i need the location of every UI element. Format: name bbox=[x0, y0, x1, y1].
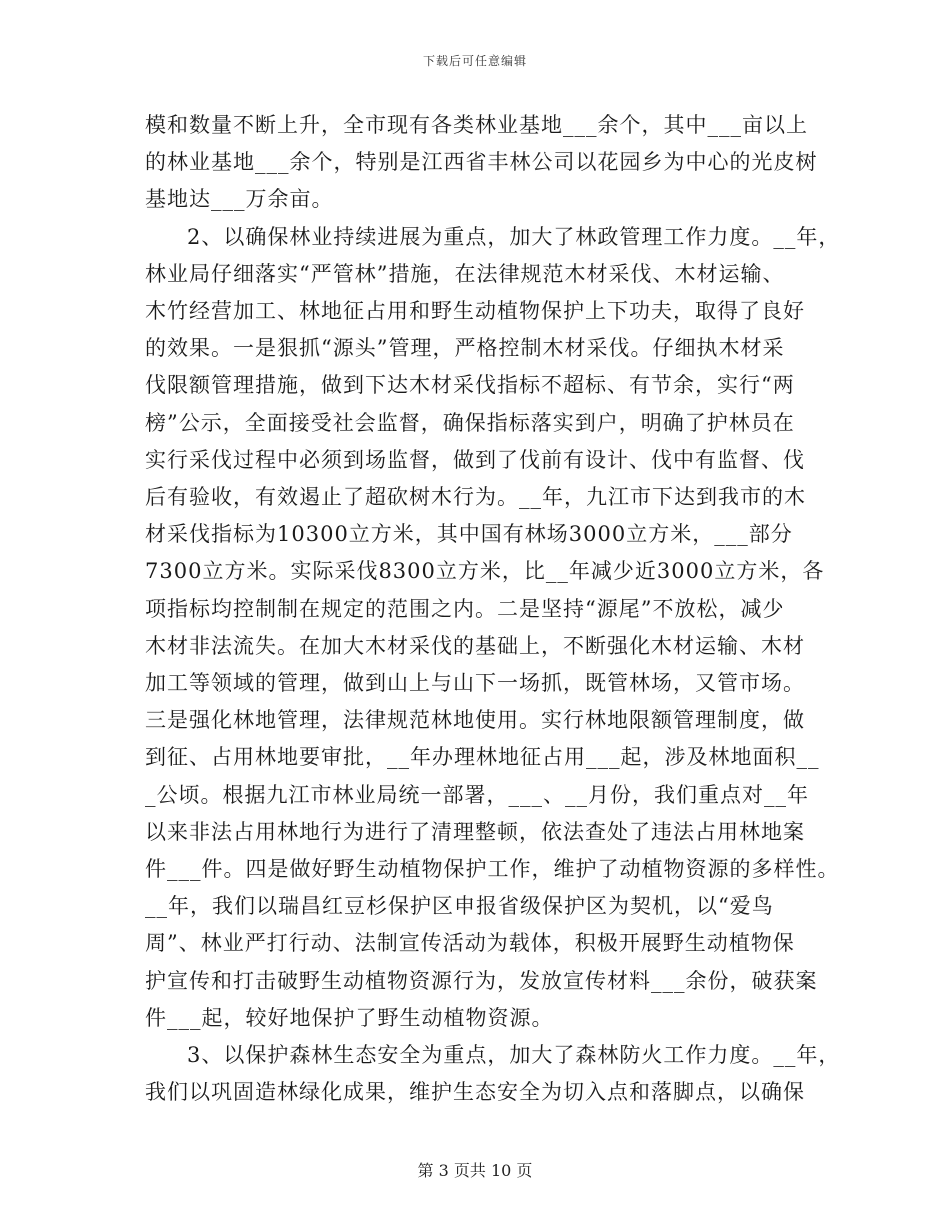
page-header: 下载后可任意编辑 bbox=[422, 54, 527, 68]
text-line: 3、以保护森林生态安全为重点，加大了森林防火工作力度。__年， bbox=[187, 1043, 841, 1067]
text-line: 木竹经营加工、林地征占用和野生动植物保护上下功夫，取得了良好 bbox=[145, 299, 805, 323]
text-line: 实行采伐过程中必须到场监督，做到了伐前有设计、伐中有监督、伐 bbox=[145, 447, 805, 472]
text-line: 的林业基地___余个，特别是江西省丰林公司以花园乡为中心的光皮树 bbox=[145, 150, 818, 175]
text-line: 模和数量不断上升，全市现有各类林业基地___余个，其中___亩以上 bbox=[145, 113, 808, 137]
text-line: 后有验收，有效遏止了超砍树木行为。__年，九江市下达到我市的木 bbox=[145, 485, 806, 509]
text-line: 的效果。一是狠抓“源头”管理，严格控制木材采伐。仔细执木材采 bbox=[145, 336, 785, 361]
text-line: 材采伐指标为10300立方米，其中国有林场3000立方米，___部分 bbox=[145, 522, 793, 547]
text-line: 林业局仔细落实“严管林”措施，在法律规范木材采伐、木材运输、 bbox=[145, 261, 785, 286]
text-line: 伐限额管理措施，做到下达木材采伐指标不超标、有节余，实行“两 bbox=[145, 373, 795, 398]
text-line: _公顷。根据九江市林业局统一部署，___、__月份，我们重点对__年 bbox=[145, 782, 809, 807]
text-line: 我们以巩固造林绿化成果，维护生态安全为切入点和落脚点，以确保 bbox=[145, 1080, 805, 1105]
text-line: 加工等领域的管理，做到山上与山下一场抓，既管林场，又管市场。 bbox=[145, 671, 805, 695]
text-line: 基地达___万余亩。 bbox=[145, 187, 334, 212]
text-line: 7300立方米。实际采伐8300立方米，比__年减少近3000立方米，各 bbox=[145, 559, 825, 584]
text-line: 木材非法流失。在加大木材采伐的基础上，不断强化木材运输、木材 bbox=[145, 633, 805, 658]
text-line: 周”、林业严打行动、法制宣传活动为载体，积极开展野生动植物保 bbox=[145, 931, 795, 956]
text-line: 项指标均控制制在规定的范围之内。二是坚持“源尾”不放松，减少 bbox=[145, 596, 785, 621]
text-line: 件___起，较好地保护了野生动植物资源。 bbox=[145, 1005, 554, 1030]
text-line: 以来非法占用林地行为进行了清理整顿，依法查处了违法占用林地案 bbox=[145, 819, 805, 844]
text-line: 件___件。四是做好野生动植物保护工作，维护了动植物资源的多样性。 bbox=[145, 857, 840, 881]
page-footer: 第 3 页共 10 页 bbox=[417, 1161, 533, 1180]
text-line: 榜”公示，全面接受社会监督，确保指标落实到户，明确了护林员在 bbox=[145, 410, 795, 435]
text-line: 到征、占用林地要审批，__年办理林地征占用___起，涉及林地面积__ bbox=[145, 745, 820, 770]
text-line: 护宣传和打击破野生动植物资源行为，发放宣传材料___余份，破获案 bbox=[145, 968, 818, 993]
text-line: 2、以确保林业持续进展为重点，加大了林政管理工作力度。__年， bbox=[187, 224, 841, 249]
text-line: 三是强化林地管理，法律规范林地使用。实行林地限额管理制度，做 bbox=[145, 708, 805, 733]
text-line: __年，我们以瑞昌红豆杉保护区申报省级保护区为契机，以“爱鸟 bbox=[145, 894, 774, 919]
